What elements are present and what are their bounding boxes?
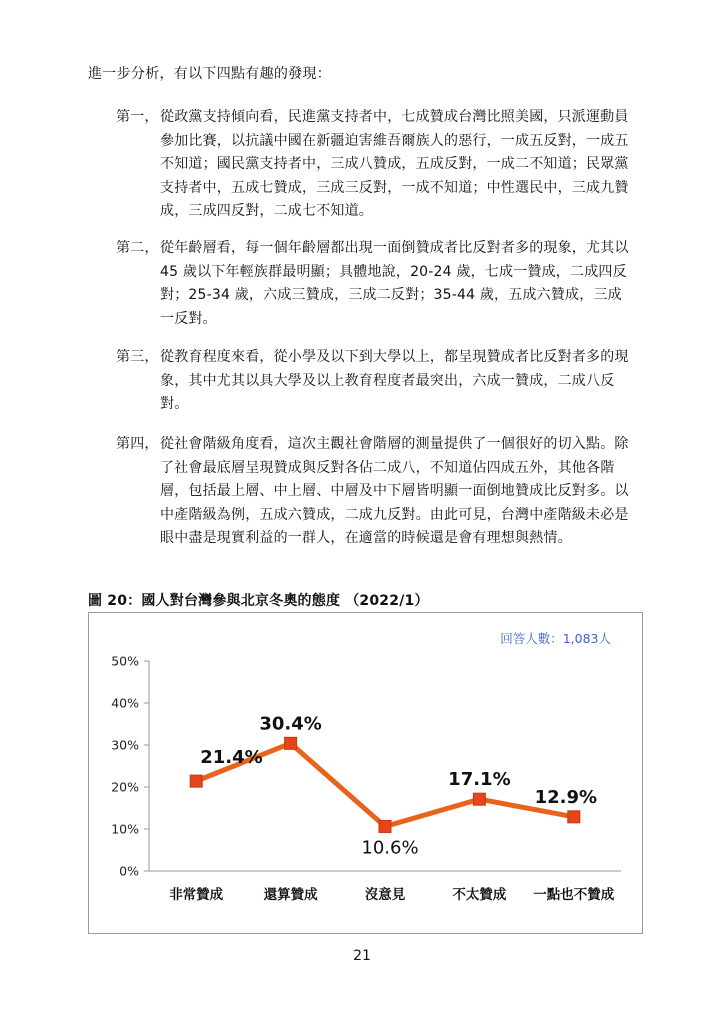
y-tick-label: 20% [111, 779, 139, 795]
page-number: 21 [353, 948, 371, 964]
data-point [473, 793, 485, 805]
x-tick-label: 非常贊成 [169, 887, 224, 903]
data-label: 21.4% [200, 747, 263, 769]
finding-text: 從社會階級角度看，這次主觀社會階層的測量提供了一個很好的切入點。除了社會最底層呈現贊成與反對各佔二成八，不知道佔四成五外，其他各階層，包括最上層、中上層、中層及中下層皆明顯一面倒地贊成比反對多。以中產階級為例，五成六贊成，二成九反對。由此可見，台灣中產階級未必是眼中盡是現實利益的一群人，在適當的時候還是會有理想與熱情。 [160, 436, 629, 546]
respondents-label: 回答人數：1,083人 [500, 631, 611, 646]
figure-caption: 圖 20：國人對台灣參與北京冬奧的態度 （2022/1） [88, 593, 429, 609]
finding-2 [116, 237, 636, 331]
y-tick-label: 30% [111, 737, 139, 753]
data-label: 12.9% [534, 786, 598, 808]
data-point [190, 775, 202, 787]
x-tick-label: 還算贊成 [263, 887, 318, 903]
data-point [285, 737, 297, 749]
finding-label: 第四， [116, 436, 159, 452]
x-tick-label: 不太贊成 [452, 887, 507, 903]
chart-frame [88, 612, 643, 934]
x-tick-label: 一點也不贊成 [533, 887, 615, 903]
finding-text: 從教育程度來看，從小學及以下到大學以上，都呈現贊成者比反對者多的現象，其中尤其以具大學及以上教育程度者最突出，六成一贊成，二成八反對。 [160, 349, 629, 412]
data-label: 10.6% [361, 837, 419, 859]
y-tick-label: 50% [111, 653, 139, 669]
finding-text: 從年齡層看，每一個年齡層都出現一面倒贊成者比反對者多的現象，尤其以 45 歲以下年輕族群最明顯；具體地說，20-24 歲，七成一贊成，二成四反對；25-34 歲，六成三贊成，三成二反對；35-44 歲，五成六贊成，三成一反對。 [160, 240, 629, 327]
y-tick-label: 10% [111, 821, 139, 837]
finding-label: 第三， [116, 349, 159, 365]
finding-3 [116, 346, 636, 417]
x-tick-label: 沒意見 [364, 887, 406, 903]
y-tick-label: 40% [111, 695, 139, 711]
data-label: 17.1% [448, 769, 511, 791]
data-point [568, 811, 580, 823]
data-point [379, 820, 391, 832]
line-chart [89, 613, 641, 932]
finding-1 [116, 106, 636, 224]
finding-label: 第二， [116, 240, 159, 256]
data-label: 30.4% [259, 713, 322, 735]
finding-4 [116, 433, 636, 551]
finding-label: 第一， [116, 109, 159, 125]
intro-text: 進一步分析，有以下四點有趣的發現： [88, 66, 332, 82]
y-tick-label: 0% [119, 863, 139, 879]
finding-text: 從政黨支持傾向看，民進黨支持者中，七成贊成台灣比照美國，只派運動員參加比賽，以抗議中國在新疆迫害維吾爾族人的惡行，一成五反對，一成五不知道；國民黨支持者中，三成八贊成，五成反對，一成二不知道；民眾黨支持者中，五成七贊成，三成三反對，一成不知道；中性選民中，三成九贊成，三成四反對，二成七不知道。 [160, 109, 629, 219]
